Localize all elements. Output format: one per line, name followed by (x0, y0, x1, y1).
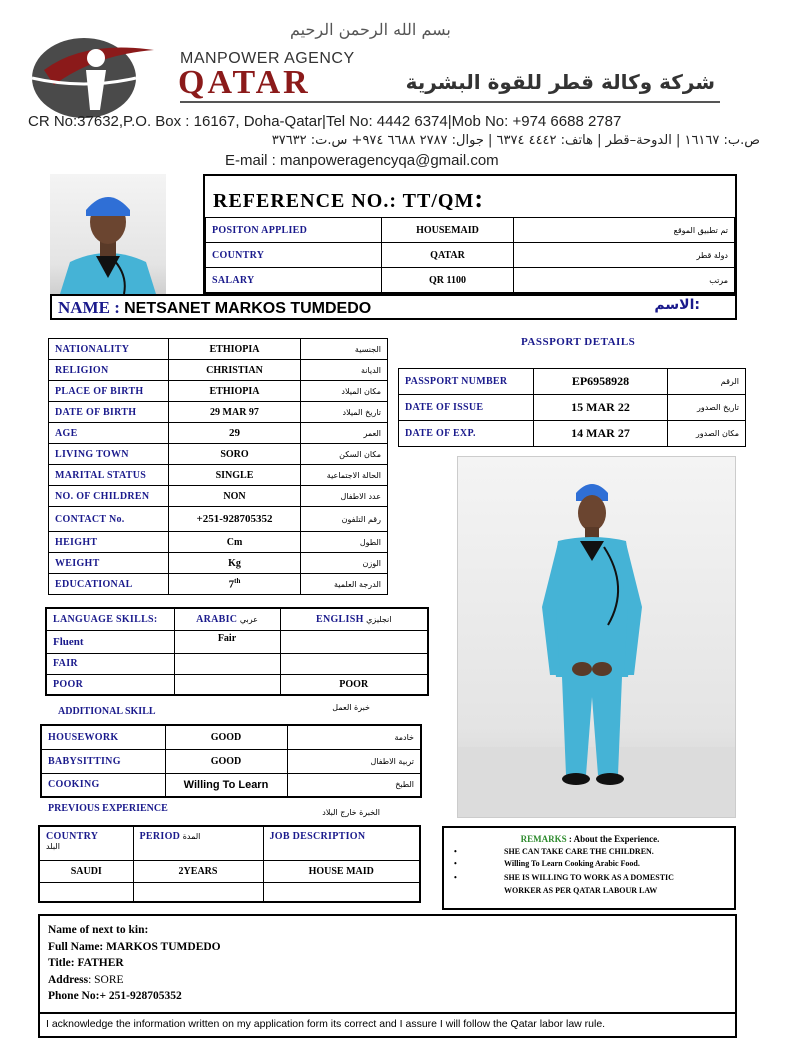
table-row (49, 486, 388, 507)
passport-number-arabic: الرقم (668, 369, 746, 395)
table-row (49, 402, 388, 423)
age-value: 29 (169, 423, 301, 444)
table-row (399, 395, 746, 421)
country-value: QATAR (382, 243, 514, 268)
poor-english-value: POOR (280, 674, 428, 695)
expiry-date-value: 14 MAR 27 (534, 421, 668, 447)
date-of-birth-label: DATE OF BIRTH (49, 402, 169, 423)
educational-arabic: الدرجة العلمية (301, 574, 388, 595)
no-of-children-value: NON (169, 486, 301, 507)
educational-suffix: th (234, 577, 241, 586)
table-row (39, 860, 420, 882)
remark-item (454, 871, 726, 897)
remark-text: SHE CAN TAKE CARE THE CHILDREN. (504, 847, 654, 856)
fluent-label: Fluent (46, 630, 174, 653)
contact-no-arabic: رقم التلفون (301, 507, 388, 532)
english-column-header (280, 608, 428, 630)
cooking-value: Willing To Learn (165, 773, 287, 797)
no-of-children-arabic: عدد الاطفال (301, 486, 388, 507)
weight-arabic: الوزن (301, 553, 388, 574)
arabic-column-header (174, 608, 280, 630)
contact-no-value: +251-928705352 (169, 507, 301, 532)
agency-logo (24, 30, 164, 120)
reference-label: REFERENCE NO.: TT/QM (213, 190, 475, 212)
weight-label: WEIGHT (49, 553, 169, 574)
previous-experience-table (38, 825, 421, 903)
table-row (49, 574, 388, 595)
contact-no-label: CONTACT No. (49, 507, 169, 532)
babysitting-label: BABYSITTING (41, 749, 165, 773)
previous-experience-title: PREVIOUS EXPERIENCE (48, 803, 168, 814)
reference-colon: : (474, 184, 484, 213)
english-header-arabic: انجليزي (366, 614, 392, 624)
remark-item (454, 847, 726, 856)
age-arabic: العمر (301, 423, 388, 444)
kin-line (48, 972, 221, 989)
expiry-date-label: DATE OF EXP. (399, 421, 534, 447)
table-row (49, 532, 388, 553)
table-row (46, 674, 428, 695)
remarks-suffix: : About the Experience. (566, 834, 660, 844)
country-label: COUNTRY (206, 243, 382, 268)
cooking-arabic: الطبخ (287, 773, 421, 797)
table-row (206, 218, 735, 243)
issue-date-value: 15 MAR 22 (534, 395, 668, 421)
fluent-arabic-value: Fair (174, 630, 280, 653)
religion-arabic: الديانة (301, 360, 388, 381)
bullet-icon: • (454, 847, 457, 856)
height-label: HEIGHT (49, 532, 169, 553)
weight-value: Kg (169, 553, 301, 574)
nationality-label: NATIONALITY (49, 339, 169, 360)
table-row (206, 268, 735, 293)
kin-full-name-value: MARKOS TUMDEDO (103, 940, 221, 953)
table-row (46, 653, 428, 674)
housework-label: HOUSEWORK (41, 725, 165, 749)
marital-status-value: SINGLE (169, 465, 301, 486)
table-row (41, 725, 421, 749)
remark-item (454, 859, 726, 868)
period-header-label: PERIOD (139, 831, 181, 842)
remark-text: Willing To Learn Cooking Arabic Food. (504, 859, 640, 868)
table-row (49, 381, 388, 402)
period-column-header (133, 826, 263, 860)
contact-line-arabic: ص.ب: ١٦١٦٧ | الدوحة–قطر | هاتف: ٤٤٤٢ ٦٣٧٤ | جوال: ٢٧٨٧ ٦٦٨٨ ٩٧٤+ س.ت: ٣٧٦٣٢ (271, 133, 760, 148)
place-of-birth-arabic: مكان الميلاد (301, 381, 388, 402)
fair-label: FAIR (46, 653, 174, 674)
table-row (49, 553, 388, 574)
name-label: NAME : (58, 298, 125, 317)
poor-label: POOR (46, 674, 174, 695)
table-row (206, 243, 735, 268)
experience-country-value-2 (39, 882, 133, 902)
table-row (49, 465, 388, 486)
job-description-header: JOB DESCRIPTION (263, 826, 420, 860)
header-rule (180, 101, 720, 103)
fluent-english-value (280, 630, 428, 653)
height-value: Cm (169, 532, 301, 553)
educational-label: EDUCATIONAL (49, 574, 169, 595)
cooking-label: COOKING (41, 773, 165, 797)
passport-number-value: EP6958928 (534, 369, 668, 395)
housework-arabic: خادمة (287, 725, 421, 749)
agency-arabic-name: شركة وكالة قطر للقوة البشرية (405, 70, 715, 94)
marital-status-label: MARITAL STATUS (49, 465, 169, 486)
passport-number-label: PASSPORT NUMBER (399, 369, 534, 395)
table-row (39, 826, 420, 860)
next-of-kin-section (48, 922, 221, 1005)
kin-line (48, 988, 221, 1005)
expiry-date-arabic: مكان الصدور (668, 421, 746, 447)
contact-line-english: CR No:37632,P.O. Box : 16167, Doha-Qatar|Tel No: 4442 6374|Mob No: +974 6688 2787 (28, 113, 622, 130)
agency-brand: QATAR (178, 64, 311, 101)
remarks-box (442, 826, 736, 910)
agency-subtitle: MANPOWER AGENCY (180, 50, 355, 67)
position-arabic: تم تطبيق الموقع (514, 218, 735, 243)
arabic-header-label: ARABIC (196, 613, 238, 625)
no-of-children-label: NO. OF CHILDREN (49, 486, 169, 507)
salary-value: QR 1100 (382, 268, 514, 293)
table-row (49, 444, 388, 465)
religion-value: CHRISTIAN (169, 360, 301, 381)
marital-status-arabic: الحالة الاجتماعية (301, 465, 388, 486)
living-town-label: LIVING TOWN (49, 444, 169, 465)
date-of-birth-arabic: تاريخ الميلاد (301, 402, 388, 423)
english-header-label: ENGLISH (315, 613, 364, 625)
babysitting-value: GOOD (165, 749, 287, 773)
reference-title (213, 184, 484, 214)
kin-phone-label: Phone No: (48, 990, 100, 1002)
bullet-icon: • (454, 859, 457, 868)
experience-country-value: SAUDI (39, 860, 133, 882)
height-arabic: الطول (301, 532, 388, 553)
kin-title-label: Title: (48, 957, 75, 969)
place-of-birth-label: PLACE OF BIRTH (49, 381, 169, 402)
acknowledgement-text: I acknowledge the information written on my application form its correct and I assure I will follow the Qatar labor law rule. (46, 1018, 606, 1030)
kin-title-value: FATHER (74, 957, 124, 969)
experience-job-value-2 (263, 882, 420, 902)
passport-table (398, 368, 746, 447)
kin-address-value: : SORE (88, 973, 124, 986)
salary-label: SALARY (206, 268, 382, 293)
living-town-arabic: مكان السكن (301, 444, 388, 465)
kin-full-name-label: Full Name: (48, 940, 104, 953)
living-town-value: SORO (169, 444, 301, 465)
educational-value (169, 574, 301, 595)
experience-job-value: HOUSE MAID (263, 860, 420, 882)
position-label: POSITON APPLIED (206, 218, 382, 243)
poor-arabic-value (174, 674, 280, 695)
experience-period-value-2 (133, 882, 263, 902)
country-header-label: COUNTRY (46, 831, 99, 842)
remarks-title (454, 834, 726, 844)
fair-arabic-value (174, 653, 280, 674)
religion-label: RELIGION (49, 360, 169, 381)
additional-skill-title: ADDITIONAL SKILL (58, 706, 156, 717)
table-row (399, 421, 746, 447)
table-row (46, 630, 428, 653)
additional-skill-table (40, 724, 422, 798)
salary-arabic: مرتب (514, 268, 735, 293)
arabic-header-arabic: عربي (239, 614, 258, 624)
period-header-arabic: المدة (182, 832, 201, 841)
passport-title: PASSPORT DETAILS (521, 336, 636, 348)
language-skills-table (45, 607, 429, 696)
table-row (49, 339, 388, 360)
kin-title: Name of next to kin: (48, 924, 149, 936)
fair-english-value (280, 653, 428, 674)
table-row (399, 369, 746, 395)
kin-address-label: Address (48, 973, 89, 986)
language-skills-label: LANGUAGE SKILLS: (46, 608, 174, 630)
remarks-label: REMARKS (520, 834, 567, 844)
bismillah-calligraphy: بسم الله الرحمن الرحيم (290, 20, 451, 39)
applicant-full-photo (457, 456, 736, 818)
country-column-header (39, 826, 133, 860)
educational-number: 7 (228, 578, 235, 591)
table-row (49, 360, 388, 381)
name-value: NETSANET MARKOS TUMDEDO (124, 300, 372, 317)
place-of-birth-value: ETHIOPIA (169, 381, 301, 402)
country-arabic: دولة قطر (514, 243, 735, 268)
name-arabic-label: الاسم: (654, 297, 700, 313)
position-value: HOUSEMAID (382, 218, 514, 243)
housework-value: GOOD (165, 725, 287, 749)
babysitting-arabic: تربية الاطفال (287, 749, 421, 773)
table-row (41, 773, 421, 797)
table-row (46, 608, 428, 630)
acknowledgement-divider (38, 1012, 737, 1014)
email-line: E-mail : manpoweragencyqa@gmail.com (225, 152, 499, 169)
applicant-name (58, 298, 371, 318)
personal-details-table (48, 338, 388, 595)
issue-date-arabic: تاريخ الصدور (668, 395, 746, 421)
kin-line (48, 955, 221, 972)
additional-skill-arabic: خبرة العمل (332, 703, 370, 712)
table-row (41, 749, 421, 773)
experience-period-value: 2YEARS (133, 860, 263, 882)
table-row (49, 423, 388, 444)
remark-text: SHE IS WILLING TO WORK AS A DOMESTIC WORKER AS PER QATAR LABOUR LAW (504, 873, 674, 895)
applicant-headshot (50, 174, 166, 294)
bullet-icon: • (454, 873, 457, 882)
issue-date-label: DATE OF ISSUE (399, 395, 534, 421)
nationality-arabic: الجنسية (301, 339, 388, 360)
kin-phone-value: + 251-928705352 (99, 990, 182, 1002)
previous-experience-arabic: الخبرة خارج البلاد (322, 808, 380, 817)
kin-line (48, 939, 221, 956)
table-row (49, 507, 388, 532)
nationality-value: ETHIOPIA (169, 339, 301, 360)
reference-table (205, 217, 735, 293)
table-row (39, 882, 420, 902)
country-header-arabic: البلد (46, 842, 60, 851)
date-of-birth-value: 29 MAR 97 (169, 402, 301, 423)
age-label: AGE (49, 423, 169, 444)
